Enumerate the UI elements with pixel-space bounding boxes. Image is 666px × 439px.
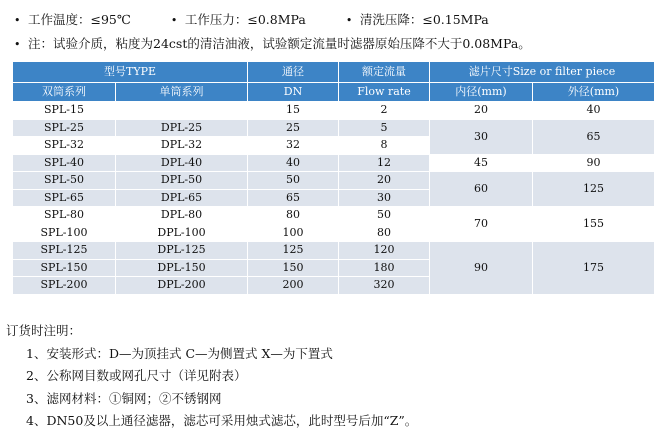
- cell-flow: 50: [339, 207, 430, 225]
- cell-inner: 60: [430, 172, 533, 207]
- cell-single: DPL-40: [116, 154, 248, 172]
- header-double-series: 双筒系列: [13, 83, 116, 102]
- cell-single: [116, 102, 248, 120]
- bullet: •: [14, 38, 21, 51]
- cell-dn: 100: [248, 224, 339, 242]
- cell-double: SPL-80: [13, 207, 116, 225]
- table-row: [13, 207, 655, 225]
- cell-dn: 200: [248, 277, 339, 295]
- spec-line-conditions: [14, 10, 489, 28]
- order-note-item: 1、安装形式：D—为顶挂式 C—为侧置式 X—为下置式: [26, 345, 333, 361]
- cell-flow: 8: [339, 137, 430, 155]
- cell-single: DPL-125: [116, 242, 248, 260]
- cell-flow: 20: [339, 172, 430, 190]
- spec-pressure-drop: 清洗压降：≤0.15MPa: [359, 12, 489, 27]
- cell-inner: 45: [430, 154, 533, 172]
- cell-double: SPL-15: [13, 102, 116, 120]
- cell-double: SPL-150: [13, 259, 116, 277]
- cell-double: SPL-25: [13, 119, 116, 137]
- cell-dn: 15: [248, 102, 339, 120]
- table-subheader-row: [13, 83, 655, 102]
- header-model: 型号TYPE: [13, 62, 248, 83]
- cell-flow: 320: [339, 277, 430, 295]
- order-notes: [6, 320, 417, 433]
- cell-single: DPL-100: [116, 224, 248, 242]
- cell-dn: 65: [248, 189, 339, 207]
- cell-outer: 40: [533, 102, 655, 120]
- cell-inner: 90: [430, 242, 533, 295]
- header-single-series: 单筒系列: [116, 83, 248, 102]
- header-filter-size: 滤片尺寸Size or filter piece: [430, 62, 655, 83]
- header-dn-unit: DN: [248, 83, 339, 102]
- table-row: [13, 102, 655, 120]
- cell-outer: 175: [533, 242, 655, 295]
- cell-double: SPL-40: [13, 154, 116, 172]
- cell-double: SPL-200: [13, 277, 116, 295]
- cell-single: DPL-200: [116, 277, 248, 295]
- cell-flow: 80: [339, 224, 430, 242]
- cell-flow: 5: [339, 119, 430, 137]
- cell-inner: 20: [430, 102, 533, 120]
- cell-double: SPL-50: [13, 172, 116, 190]
- header-outer-diameter: 外径(mm): [533, 83, 655, 102]
- cell-flow: 2: [339, 102, 430, 120]
- cell-single: DPL-80: [116, 207, 248, 225]
- header-dn: 通径: [248, 62, 339, 83]
- table-row: [13, 119, 655, 137]
- bullet: •: [345, 14, 353, 27]
- cell-outer: 65: [533, 119, 655, 154]
- cell-dn: 125: [248, 242, 339, 260]
- order-note-item: 3、滤网材料：①铜网；②不锈钢网: [26, 390, 222, 406]
- cell-dn: 50: [248, 172, 339, 190]
- header-flow: 额定流量: [339, 62, 430, 83]
- table-header-row: [13, 62, 655, 83]
- cell-single: DPL-50: [116, 172, 248, 190]
- cell-dn: 25: [248, 119, 339, 137]
- table-row: [13, 154, 655, 172]
- cell-single: DPL-65: [116, 189, 248, 207]
- cell-double: SPL-32: [13, 137, 116, 155]
- cell-flow: 12: [339, 154, 430, 172]
- order-notes-title: 订货时注明：: [6, 323, 82, 338]
- spec-table: [12, 61, 655, 295]
- cell-flow: 120: [339, 242, 430, 260]
- spec-note: 注：试验介质，粘度为24cst的清洁油液，试验额定流量时滤器原始压降不大于0.08MPa。: [28, 36, 531, 51]
- cell-dn: 40: [248, 154, 339, 172]
- spec-line-note: [14, 34, 531, 52]
- cell-single: DPL-25: [116, 119, 248, 137]
- table-row: [13, 172, 655, 190]
- cell-outer: 90: [533, 154, 655, 172]
- cell-dn: 32: [248, 137, 339, 155]
- cell-single: DPL-150: [116, 259, 248, 277]
- spec-temperature: 工作温度：≤95℃: [28, 12, 131, 27]
- table-row: [13, 242, 655, 260]
- bullet: •: [170, 14, 178, 27]
- cell-double: SPL-100: [13, 224, 116, 242]
- cell-flow: 180: [339, 259, 430, 277]
- spec-pressure: 工作压力：≤0.8MPa: [184, 12, 306, 27]
- cell-flow: 30: [339, 189, 430, 207]
- cell-outer: 155: [533, 207, 655, 242]
- header-inner-diameter: 内径(mm): [430, 83, 533, 102]
- cell-single: DPL-32: [116, 137, 248, 155]
- cell-dn: 150: [248, 259, 339, 277]
- order-note-item: 2、公称网目数或网孔尺寸（详见附表）: [26, 368, 247, 383]
- cell-inner: 70: [430, 207, 533, 242]
- order-note-item: 4、DN50及以上通径滤器，滤芯可采用烛式滤芯，此时型号后加“Z”。: [26, 413, 418, 428]
- cell-inner: 30: [430, 119, 533, 154]
- cell-double: SPL-125: [13, 242, 116, 260]
- bullet: •: [14, 14, 21, 27]
- cell-dn: 80: [248, 207, 339, 225]
- header-flow-unit: Flow rate: [339, 83, 430, 102]
- cell-double: SPL-65: [13, 189, 116, 207]
- cell-outer: 125: [533, 172, 655, 207]
